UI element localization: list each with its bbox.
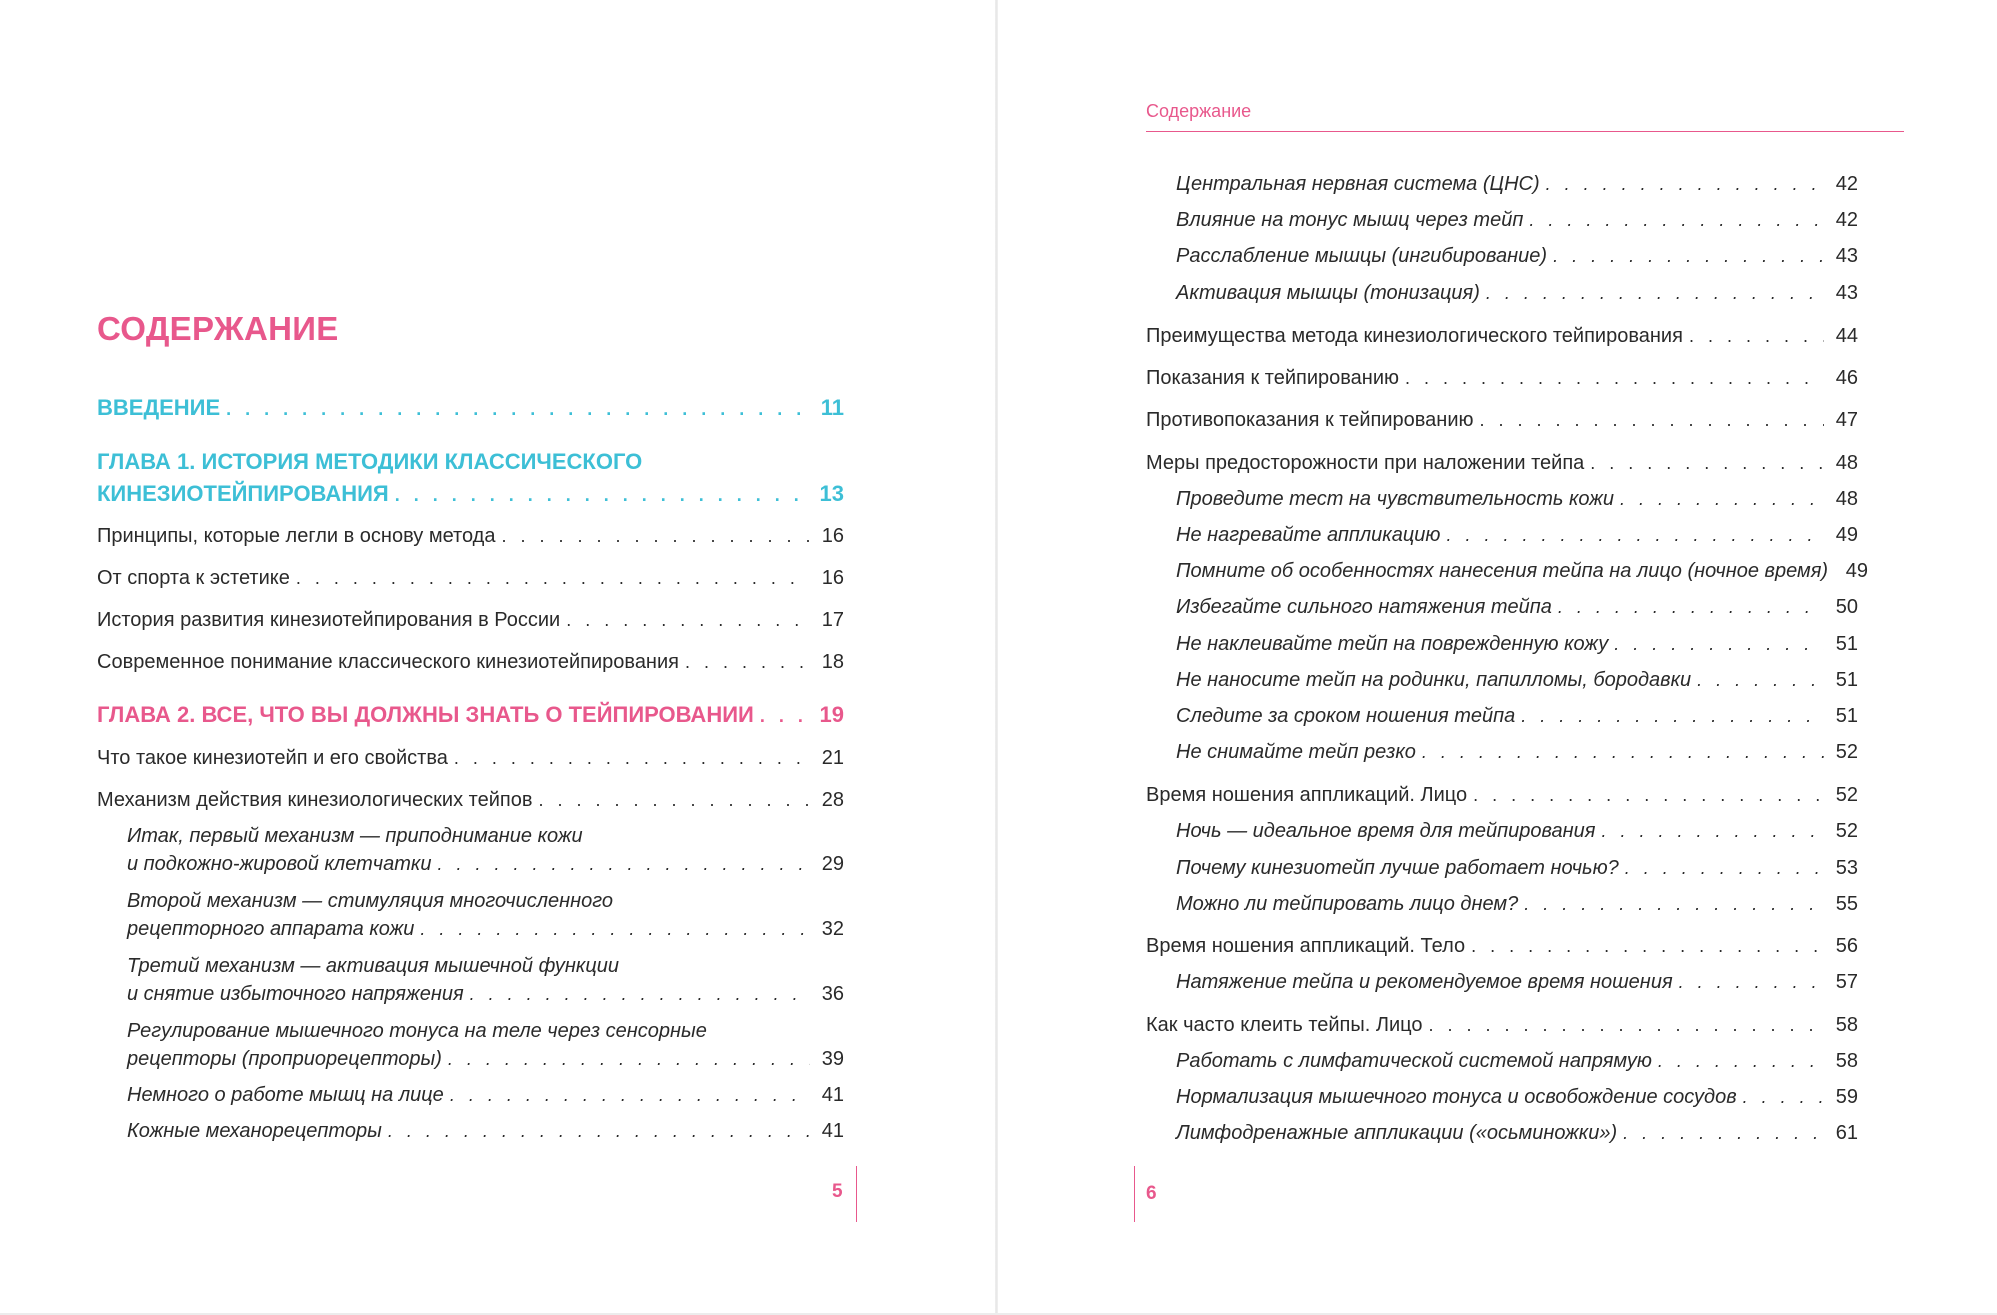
toc-entry-text: Работать с лимфатической системой напрямую [1176,1050,1652,1072]
toc-page-number: 11 [820,395,844,420]
toc-subentry[interactable] [1176,207,1858,233]
dot-leader [1697,667,1824,693]
dot-leader [388,1118,810,1144]
toc-page-number: 52 [1835,741,1858,763]
toc-entry-chapter1-line1: ГЛАВА 1. ИСТОРИЯ МЕТОДИКИ КЛАССИЧЕСКОГО [97,449,643,474]
toc-entry-text: От спорта к эстетике [97,567,290,589]
dot-leader [470,981,810,1007]
toc-subentry-line1: Регулирование мышечного тонуса на теле через сенсорные [127,1020,707,1042]
toc-entry[interactable] [1146,782,1858,808]
toc-entry-introduction[interactable] [97,395,844,422]
dot-leader [1486,280,1824,306]
toc-entry[interactable] [1146,1012,1858,1038]
toc-page-number: 43 [1835,282,1858,304]
toc-page-number: 39 [821,1048,844,1070]
dot-leader [1405,365,1824,391]
toc-entry-text: Влияние на тонус мышц через тейп [1176,209,1524,231]
toc-entry-text: Избегайте сильного натяжения тейпа [1176,596,1552,618]
toc-page-number: 28 [821,789,844,811]
toc-page-number: 49 [1845,560,1869,582]
toc-subentry[interactable] [1176,891,1858,917]
toc-entry-text: Что такое кинезиотейп и его свойства [97,747,448,769]
toc-entry-text: Не наносите тейп на родинки, папилломы, бородавки [1176,669,1692,691]
toc-entry-text: Не наклеивайте тейп на поврежденную кожу [1176,633,1609,655]
toc-page-number: 29 [821,853,844,875]
toc-subentry[interactable] [1176,703,1858,729]
dot-leader [1422,739,1824,765]
dot-leader [1524,891,1824,917]
dot-leader [420,916,810,942]
toc-page-number: 17 [821,609,844,631]
toc-subentry[interactable] [1176,486,1858,512]
dot-leader [1558,594,1824,620]
dot-leader [1689,323,1824,349]
toc-page-number: 48 [1835,452,1858,474]
toc-subentry[interactable] [1176,243,1858,269]
dot-leader [450,1082,810,1108]
folio-rule-right [1134,1166,1135,1222]
dot-leader [1553,243,1824,269]
toc-entry[interactable] [1146,407,1858,433]
dot-leader [1529,207,1824,233]
toc-page-number: 42 [1835,209,1858,231]
toc-title: СОДЕРЖАНИЕ [97,310,339,347]
folio-rule-left [856,1166,857,1222]
toc-subentry[interactable] [1176,631,1858,657]
toc-page-number: 51 [1835,669,1858,691]
toc-entry-text: Почему кинезиотейп лучше работает ночью? [1176,857,1619,879]
toc-page-number: 52 [1835,784,1858,806]
dot-leader [226,396,810,422]
toc-entry[interactable] [1146,933,1858,959]
toc-entry-text: Можно ли тейпировать лицо днем? [1176,893,1519,915]
toc-entry-text: КИНЕЗИОТЕЙПИРОВАНИЯ [97,481,389,506]
dot-leader [1614,631,1824,657]
toc-entry[interactable] [97,787,844,813]
toc-entry-text: рецепторного аппарата кожи [127,918,415,940]
dot-leader [1521,703,1824,729]
dot-leader [1473,782,1824,808]
toc-entry-text: Центральная нервная система (ЦНС) [1176,173,1540,195]
toc-page-number: 56 [1835,935,1858,957]
toc-subentry[interactable] [127,981,844,1007]
toc-entry-chapter1[interactable] [97,481,844,508]
toc-entry-text: Противопоказания к тейпированию [1146,409,1474,431]
dot-leader [1480,407,1825,433]
dot-leader [760,703,810,729]
toc-page-number: 55 [1835,893,1858,915]
running-head: Содержание [1146,101,1252,121]
dot-leader [1546,171,1824,197]
toc-entry-text: Немного о работе мышц на лице [127,1084,444,1106]
toc-entry-text: Активация мышцы (тонизация) [1176,282,1480,304]
toc-entry-text: Расслабление мышцы (ингибирование) [1176,245,1548,267]
toc-entry-text: Следите за сроком ношения тейпа [1176,705,1516,727]
toc-page-number: 61 [1835,1122,1858,1144]
toc-entry-text: История развития кинезиотейпирования в России [97,609,561,631]
toc-page-number: 32 [821,918,844,940]
toc-page-number: 42 [1835,173,1858,195]
toc-entry-text: Принципы, которые легли в основу метода [97,525,496,547]
toc-subentry[interactable] [1176,171,1858,197]
toc-subentry[interactable] [127,1046,844,1072]
toc-subentry[interactable] [1176,667,1858,693]
toc-entry-text: рецепторы (проприорецепторы) [127,1048,442,1070]
toc-entry-text: Меры предосторожности при наложении тейпа [1146,452,1585,474]
toc-entry-text: Натяжение тейпа и рекомендуемое время ношения [1176,971,1673,993]
toc-subentry-line1: Итак, первый механизм — приподнимание кожи [127,825,583,847]
toc-entry-text: и подкожно-жировой клетчатки [127,853,432,875]
toc-page-number: 47 [1835,409,1858,431]
book-spine [995,0,998,1313]
toc-page-number: 58 [1835,1014,1858,1036]
dot-leader [1590,450,1824,476]
toc-page-number: 57 [1835,971,1858,993]
toc-subentry[interactable] [1176,558,1869,584]
toc-entry-text: Нормализация мышечного тонуса и освобождение сосудов [1176,1086,1737,1108]
toc-entry[interactable] [97,523,844,549]
toc-entry[interactable] [1146,450,1858,476]
toc-subentry[interactable] [1176,522,1858,548]
running-head-rule [1146,131,1904,132]
dot-leader [1620,486,1824,512]
toc-page-number: 41 [821,1084,844,1106]
toc-page-number: 43 [1835,245,1858,267]
toc-entry[interactable] [97,745,844,771]
toc-entry[interactable] [1146,323,1858,349]
toc-subentry[interactable] [1176,855,1858,881]
dot-leader [538,787,810,813]
toc-page-number: 16 [821,525,844,547]
toc-subentry-line1: Третий механизм — активация мышечной функции [127,955,620,977]
toc-entry-text: Время ношения аппликаций. Лицо [1146,784,1468,806]
toc-entry-text: Современное понимание классического кинезиотейпирования [97,651,679,673]
toc-page-number: 18 [821,651,844,673]
toc-page-number: 58 [1835,1050,1858,1072]
toc-subentry[interactable] [127,1082,844,1108]
toc-subentry[interactable] [1176,1120,1858,1146]
toc-entry-text: Время ношения аппликаций. Тело [1146,935,1466,957]
dot-leader [1625,855,1824,881]
dot-leader [1743,1084,1824,1110]
dot-leader [448,1046,810,1072]
toc-page-number: 16 [821,567,844,589]
toc-entry-text: ГЛАВА 2. ВСЕ, ЧТО ВЫ ДОЛЖНЫ ЗНАТЬ О ТЕЙПИРОВАНИИ [97,702,754,727]
dot-leader [566,607,810,633]
toc-entry-text: Не нагревайте аппликацию [1176,524,1441,546]
toc-page-number: 19 [819,702,844,727]
toc-subentry-line1: Второй механизм — стимуляция многочисленного [127,890,613,912]
toc-page-number: 59 [1835,1086,1858,1108]
toc-entry-text: Лимфодренажные аппликации («осьминожки») [1176,1122,1618,1144]
toc-entry-text: Механизм действия кинезиологических тейпов [97,789,533,811]
toc-entry-text: Проведите тест на чувствительность кожи [1176,488,1614,510]
dot-leader [1601,818,1824,844]
toc-entry-text: Кожные механорецепторы [127,1120,382,1142]
toc-page-number: 53 [1835,857,1858,879]
toc-subentry[interactable] [127,851,844,877]
toc-entry-text: Как часто клеить тейпы. Лицо [1146,1014,1423,1036]
toc-entry-text: Показания к тейпированию [1146,367,1400,389]
toc-page-number: 51 [1835,633,1858,655]
toc-page-number: 49 [1835,524,1858,546]
toc-subentry[interactable] [1176,1084,1858,1110]
dot-leader [296,565,810,591]
toc-entry-text: ВВЕДЕНИЕ [97,395,221,420]
dot-leader [437,851,810,877]
dot-leader [1623,1120,1824,1146]
toc-subentry[interactable] [127,916,844,942]
toc-entry[interactable] [97,649,844,675]
toc-page-number: 44 [1835,325,1858,347]
toc-page-number: 50 [1835,596,1858,618]
dot-leader [1658,1048,1824,1074]
dot-leader [454,745,810,771]
toc-entry[interactable] [97,607,844,633]
toc-page-number: 36 [821,983,844,1005]
toc-page-number: 51 [1835,705,1858,727]
toc-entry-text: Не снимайте тейп резко [1176,741,1416,763]
toc-page-number: 48 [1835,488,1858,510]
toc-entry-text: и снятие избыточного напряжения [127,983,464,1005]
toc-page-number: 13 [819,481,844,506]
toc-subentry[interactable] [127,1118,844,1144]
toc-subentry[interactable] [1176,594,1858,620]
toc-page-number: 41 [821,1120,844,1142]
dot-leader [395,482,810,508]
dot-leader [1679,969,1824,995]
dot-leader [685,649,810,675]
dot-leader [1471,933,1824,959]
toc-subentry[interactable] [1176,1048,1858,1074]
toc-subentry[interactable] [1176,280,1858,306]
toc-entry-text: Преимущества метода кинезиологического тейпирования [1146,325,1683,347]
dot-leader [501,523,810,549]
toc-subentry[interactable] [1176,818,1858,844]
dot-leader [1429,1012,1824,1038]
dot-leader [1446,522,1824,548]
page-number-right: 6 [1146,1183,1157,1204]
toc-entry-text: Помните об особенностях нанесения тейпа на лицо (ночное время) [1176,560,1829,582]
toc-subentry[interactable] [1176,739,1858,765]
toc-entry[interactable] [1146,365,1858,391]
toc-entry[interactable] [97,565,844,591]
toc-entry-text: Ночь — идеальное время для тейпирования [1176,820,1596,842]
toc-page-number: 21 [821,747,844,769]
toc-subentry[interactable] [1176,969,1858,995]
toc-page-number: 52 [1835,820,1858,842]
page-number-left: 5 [832,1181,843,1202]
toc-page-number: 46 [1835,367,1858,389]
toc-entry-chapter2[interactable] [97,702,844,729]
